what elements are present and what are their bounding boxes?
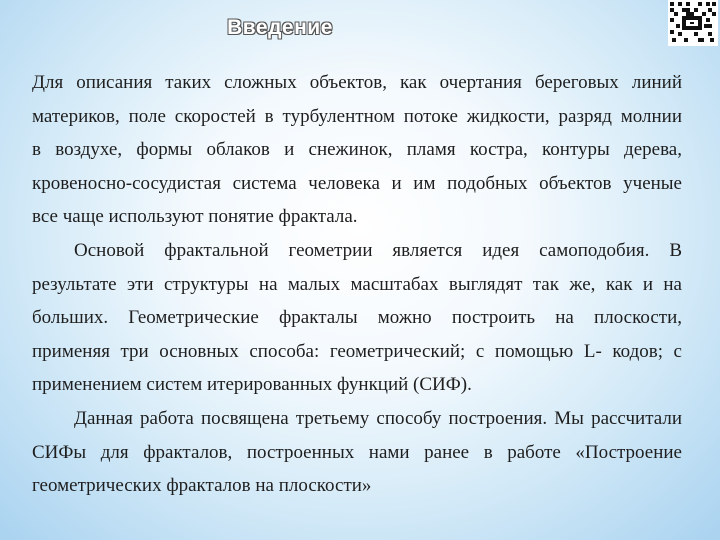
paragraph-3 <box>32 402 682 503</box>
paragraph-3-line-3: геометрических фракталов на плоскости» <box>32 475 372 497</box>
paragraph-1-line-5: все чаще используют понятие фрактала. <box>32 206 358 228</box>
paragraph-1-line-4: кровеносно-сосудистая система человека и им подобных объектов ученые <box>32 172 682 194</box>
paragraph-2-line-1: Основой фрактальной геометрии является идея самоподобия. В <box>74 239 682 261</box>
paragraph-1-line-2: материков, поле скоростей в турбулентном потоке жидкости, разряд молнии <box>32 105 682 127</box>
slide-title: Введение <box>227 16 333 39</box>
paragraph-1-line-3: в воздухе, формы облаков и снежинок, пламя костра, контуры дерева, <box>32 139 682 161</box>
paragraph-2-line-3: больших. Геометрические фракталы можно построить на плоскости, <box>32 307 682 329</box>
paragraph-2-line-5: применением систем итерированных функций (СИФ). <box>32 374 472 396</box>
paragraph-3-line-2: СИФы для фракталов, построенных нами ранее в работе «Построение <box>32 441 682 463</box>
paragraph-2 <box>32 234 682 402</box>
paragraph-2-line-4: применяя три основных способа: геометрический; с помощью L- кодов; с <box>32 340 682 362</box>
paragraph-2-line-2: результате эти структуры на малых масштабах выглядят так же, как и на <box>32 273 682 295</box>
qr-code-icon <box>668 0 718 46</box>
body-text <box>32 66 682 503</box>
paragraph-1 <box>32 66 682 234</box>
paragraph-1-line-1: Для описания таких сложных объектов, как очертания береговых линий <box>32 72 682 93</box>
paragraph-3-line-1: Данная работа посвящена третьему способу построения. Мы рассчитали <box>74 407 682 429</box>
